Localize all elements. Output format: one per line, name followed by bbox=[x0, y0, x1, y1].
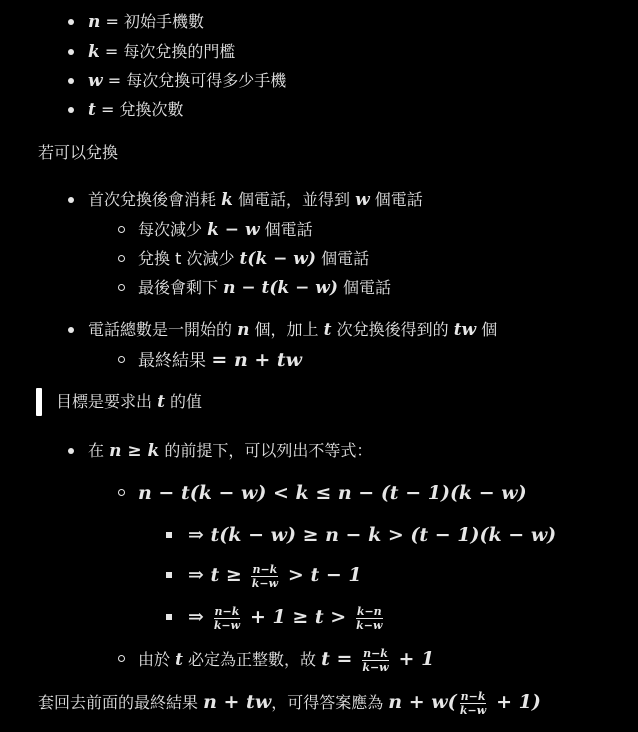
math-var: k bbox=[88, 42, 100, 62]
math-expr: + 1 ≥ t > bbox=[243, 606, 353, 628]
math-expr: > t − 1 bbox=[281, 564, 362, 586]
text: 次兌換後得到的 bbox=[331, 320, 454, 339]
text: 的前提下，可以列出不等式： bbox=[159, 441, 373, 460]
fraction-denominator: k−w bbox=[251, 577, 279, 590]
definition-text: = 每次兌換的門檻 bbox=[99, 42, 236, 61]
text: 目標是要求出 bbox=[56, 392, 158, 411]
math-expr: ⇒ t ≥ bbox=[188, 564, 249, 586]
derivation-step bbox=[188, 605, 386, 631]
math-expr: t(k − w) bbox=[239, 249, 316, 269]
text: 兌換 t 次減少 bbox=[138, 249, 240, 268]
math-var: t bbox=[323, 320, 332, 340]
text: 必定為正整數，故 bbox=[182, 650, 322, 669]
fraction-denominator: k−w bbox=[459, 704, 487, 717]
fraction-numerator: n−k bbox=[460, 690, 486, 703]
text: 個電話 bbox=[259, 220, 313, 239]
text: 個電話 bbox=[315, 249, 370, 268]
math-inequality: n − t(k − w) < k ≤ n − (t − 1)(k − w) bbox=[138, 482, 527, 504]
math-expr: n − t(k − w) bbox=[223, 278, 338, 298]
definition-item bbox=[88, 98, 183, 122]
definition-text: = 每次兌換可得多少手機 bbox=[102, 71, 287, 90]
derivation-step bbox=[188, 523, 556, 548]
math-expr: n + tw bbox=[203, 691, 272, 713]
sub-list-item bbox=[138, 218, 313, 242]
text: 個，加上 bbox=[249, 320, 324, 339]
math-expr: n + w( bbox=[388, 691, 457, 713]
list-item-total-phones bbox=[88, 318, 497, 342]
fraction bbox=[460, 691, 487, 716]
text: 的值 bbox=[164, 392, 203, 411]
derivation-step bbox=[188, 563, 362, 589]
math-expr: ⇒ bbox=[188, 606, 211, 628]
math-var: n bbox=[237, 320, 250, 340]
math-var: t bbox=[175, 650, 183, 670]
text: 個電話 bbox=[369, 190, 423, 209]
text: 每次減少 bbox=[138, 220, 208, 239]
math-expr: + 1) bbox=[489, 691, 541, 713]
text: 由於 bbox=[138, 650, 176, 669]
fraction bbox=[251, 564, 278, 589]
paragraph-conclusion bbox=[38, 690, 541, 716]
definition-item bbox=[88, 10, 204, 34]
definition-item bbox=[88, 69, 286, 93]
math-expr: = n + tw bbox=[211, 349, 303, 371]
text: 個電話 bbox=[337, 278, 392, 297]
fraction bbox=[356, 606, 383, 631]
math-var: t bbox=[88, 100, 96, 120]
text: 套回去前面的最終結果 bbox=[38, 693, 204, 712]
blockquote-goal bbox=[56, 390, 202, 414]
text: 個 bbox=[476, 320, 498, 339]
text: 個電話，並得到 bbox=[232, 190, 356, 209]
sub-list-item-final-result bbox=[138, 348, 302, 373]
blockquote-bar bbox=[36, 388, 42, 416]
math-expr: + 1 bbox=[391, 648, 435, 670]
fraction-numerator: n−k bbox=[214, 605, 240, 618]
sub-list-item-inequality bbox=[138, 481, 527, 506]
fraction bbox=[214, 606, 241, 631]
list-item-first-exchange bbox=[88, 188, 423, 212]
math-var: t bbox=[157, 392, 165, 412]
list-item-premise bbox=[88, 439, 372, 463]
sub-list-item bbox=[138, 276, 391, 300]
sub-list-item bbox=[138, 247, 369, 271]
fraction-denominator: k−w bbox=[213, 619, 241, 632]
definition-item bbox=[88, 40, 235, 64]
math-expr: ⇒ t(k − w) ≥ n − k > (t − 1)(k − w) bbox=[188, 524, 557, 546]
definition-text: = 初始手機數 bbox=[100, 12, 204, 31]
fraction-numerator: n−k bbox=[363, 647, 388, 660]
fraction-numerator: k−n bbox=[356, 605, 382, 618]
fraction-denominator: k−w bbox=[356, 619, 383, 632]
math-expr: t = bbox=[321, 648, 360, 670]
paragraph-if-exchange: 若可以兌換 bbox=[38, 143, 119, 162]
definition-text: = 兌換次數 bbox=[95, 100, 184, 119]
text: 首次兌換後會消耗 bbox=[88, 190, 222, 209]
text: 在 bbox=[88, 441, 110, 460]
math-var: n bbox=[88, 12, 101, 32]
math-var: w bbox=[355, 190, 370, 210]
text: ，可得答案應為 bbox=[271, 693, 389, 712]
fraction-denominator: k−w bbox=[362, 661, 389, 674]
math-var: w bbox=[88, 71, 103, 91]
math-expr: n ≥ k bbox=[109, 441, 160, 461]
sub-list-item-integer-note bbox=[138, 647, 434, 673]
math-expr: k − w bbox=[207, 220, 260, 240]
fraction-numerator: n−k bbox=[252, 563, 278, 576]
text: 電話總數是一開始的 bbox=[88, 320, 238, 339]
math-var: tw bbox=[453, 320, 477, 340]
text: 最後會剩下 bbox=[138, 278, 224, 297]
fraction bbox=[362, 648, 389, 673]
math-var: k bbox=[221, 190, 233, 210]
text: 最終結果 bbox=[138, 351, 212, 371]
